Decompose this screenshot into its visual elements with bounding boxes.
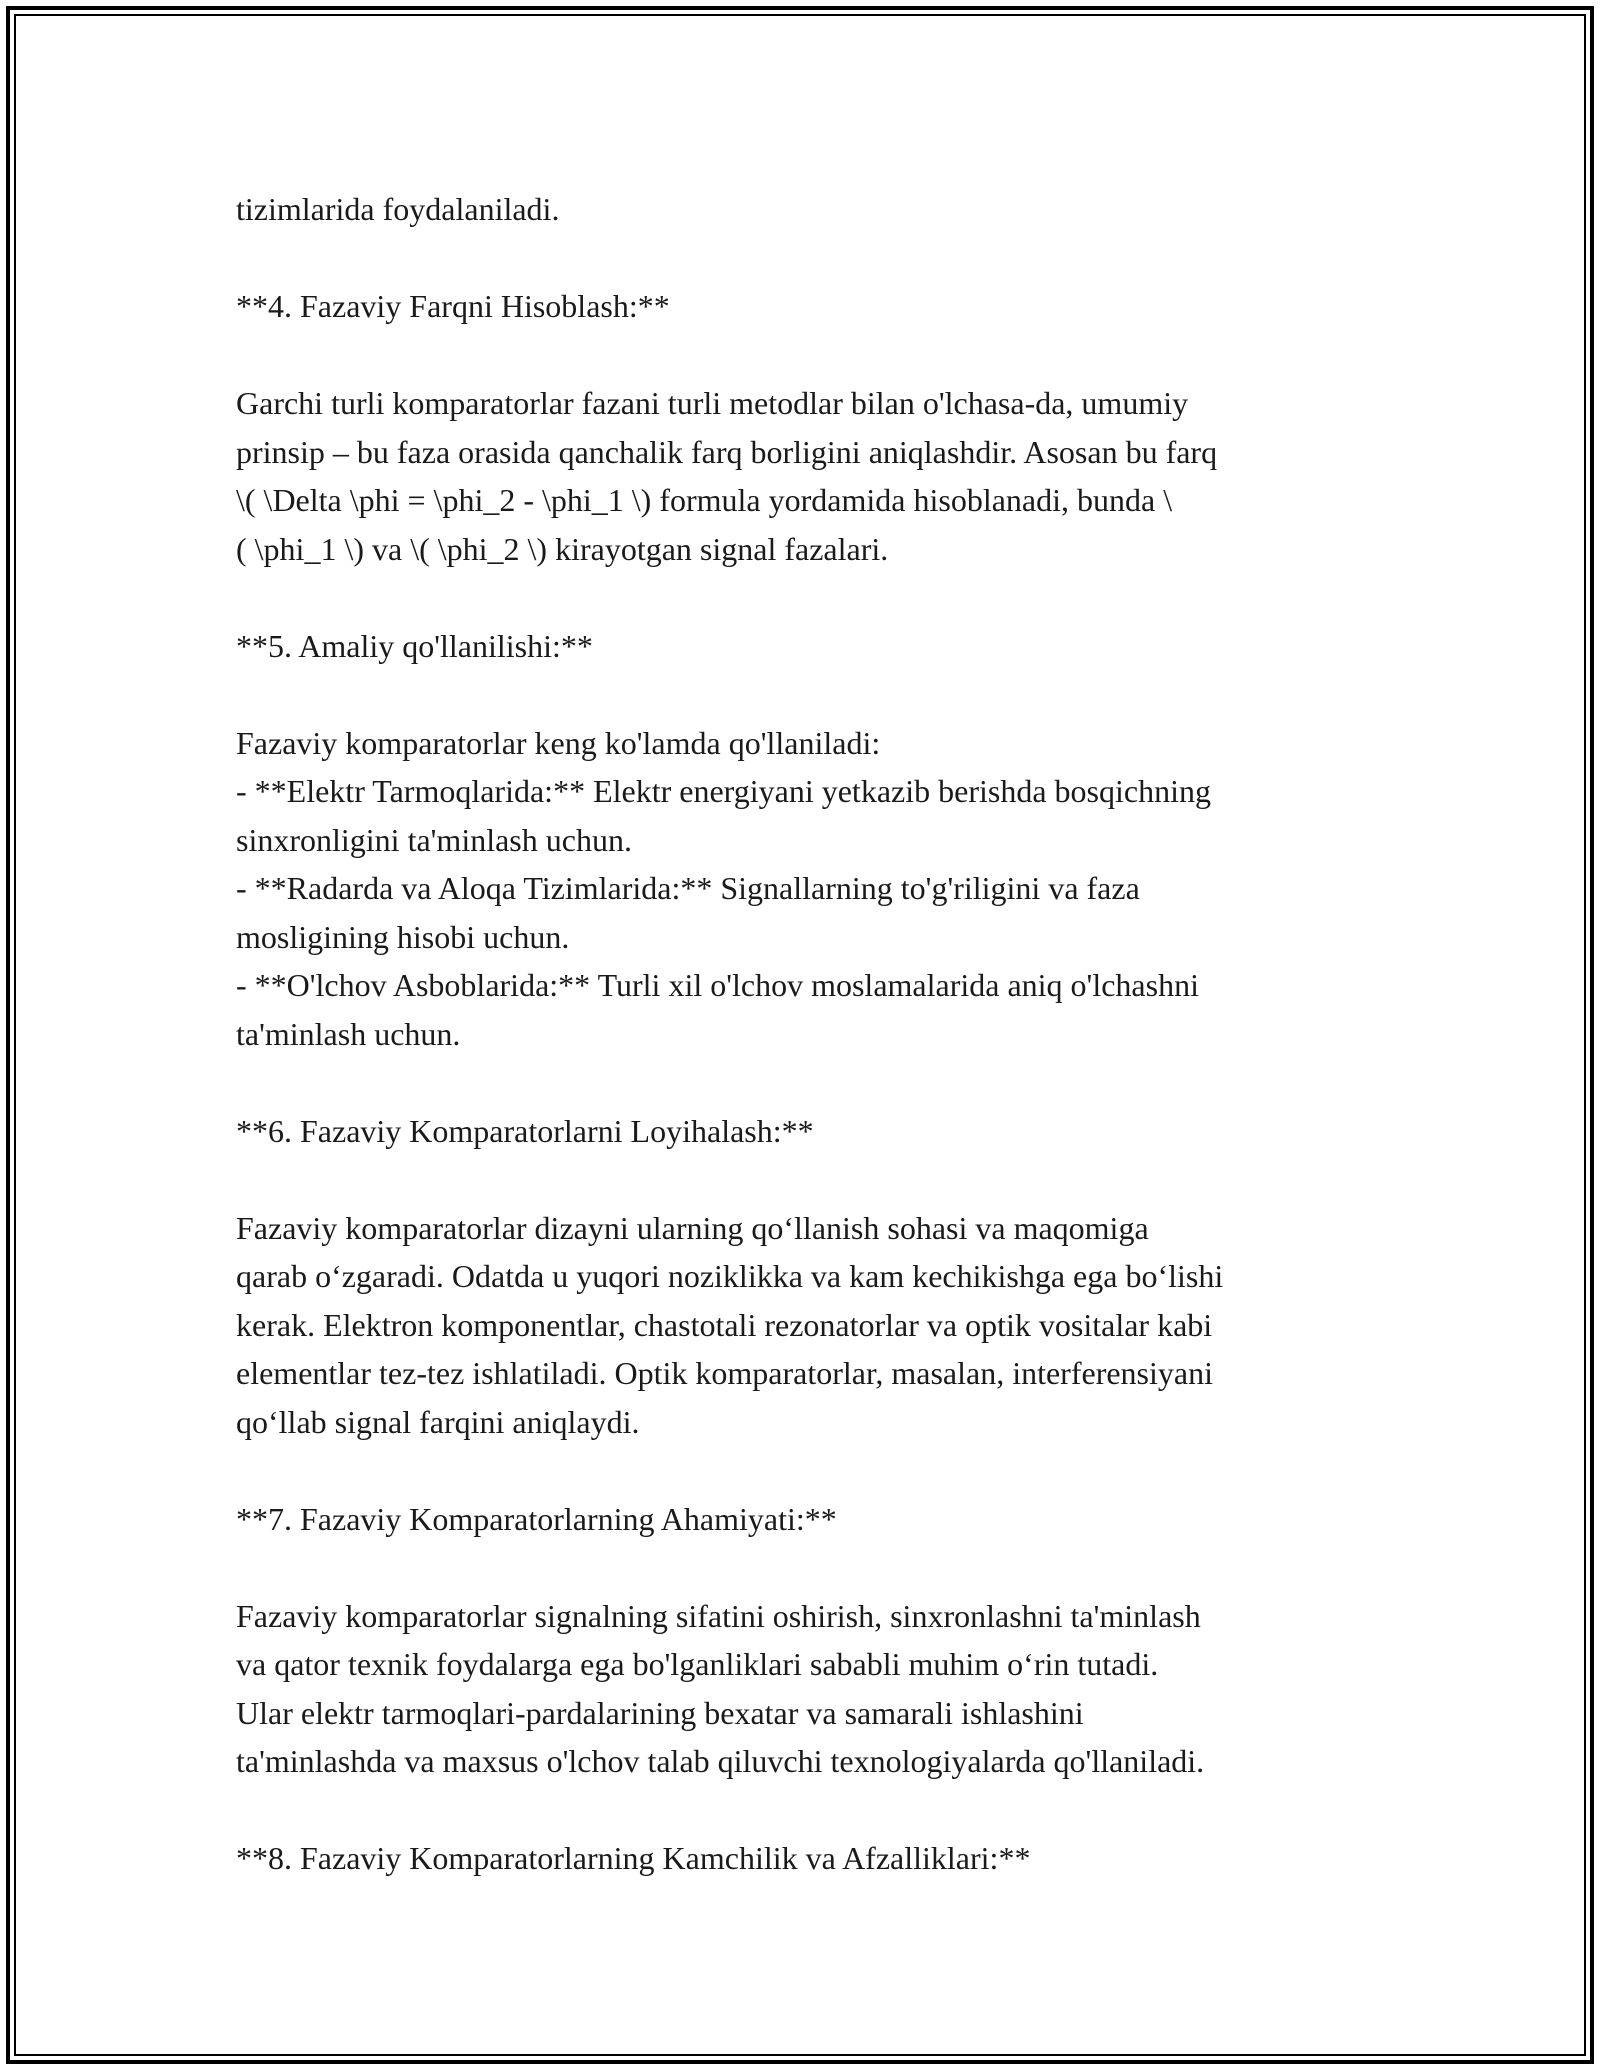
- blank-line: [236, 1786, 1396, 1835]
- section-heading: **7. Fazaviy Komparatorlarning Ahamiyati:**: [236, 1500, 837, 1537]
- text-line: qo‘llab signal farqini aniqlaydi.: [236, 1403, 640, 1440]
- text-line: ta'minlash uchun.: [236, 1015, 461, 1052]
- text-line: va qator texnik foydalarga ega bo'lganliklari sababli muhim o‘rin tutadi.: [236, 1646, 1159, 1682]
- text-line: Fazaviy komparatorlar keng ko'lamda qo'llaniladi:: [236, 724, 881, 761]
- text-line: Garchi turli komparatorlar fazani turli metodlar bilan o'lchasa-da, umumiy: [236, 385, 1189, 421]
- section-heading: **4. Fazaviy Farqni Hisoblash:**: [236, 288, 670, 324]
- text-line: - **Radarda va Aloqa Tizimlarida:** Signallarning to'g'riligini va faza: [236, 870, 1140, 906]
- text-line: - **Elektr Tarmoqlarida:** Elektr energiyani yetkazib berishda bosqichning: [236, 773, 1211, 809]
- blank-line: [236, 1155, 1396, 1204]
- text-line: mosligining hisobi uchun.: [236, 918, 570, 955]
- text-line: \( \Delta \phi = \phi_2 - \phi_1 \) formula yordamida hisoblanadi, bunda \: [236, 482, 1173, 518]
- text-line: Ular elektr tarmoqlari-pardalarining bexatar va samarali ishlashini: [236, 1694, 1084, 1731]
- section-heading: **5. Amaliy qo'llanilishi:**: [236, 627, 593, 664]
- section-heading: **6. Fazaviy Komparatorlarni Loyihalash:**: [236, 1112, 814, 1149]
- blank-line: [236, 670, 1396, 719]
- text-line: tizimlarida foydalaniladi.: [236, 191, 560, 227]
- blank-line: [236, 573, 1396, 622]
- blank-line: [236, 1543, 1396, 1592]
- blank-line: [236, 331, 1396, 380]
- text-line: Fazaviy komparatorlar dizayni ularning qo‘llanish sohasi va maqomiga: [236, 1209, 1149, 1246]
- text-line: ta'minlashda va maxsus o'lchov talab qiluvchi texnologiyalarda qo'llaniladi.: [236, 1743, 1205, 1779]
- text-line: ( \phi_1 \) va \( \phi_2 \) kirayotgan signal fazalari.: [236, 530, 889, 567]
- blank-line: [236, 234, 1396, 283]
- text-line: prinsip – bu faza orasida qanchalik farq borligini aniqlashdir. Asosan bu farq: [236, 433, 1218, 470]
- blank-line: [236, 1058, 1396, 1107]
- text-line: elementlar tez-tez ishlatiladi. Optik komparatorlar, masalan, interferensiyani: [236, 1355, 1213, 1391]
- text-line: sinxronligini ta'minlash uchun.: [236, 821, 632, 858]
- blank-line: [236, 1446, 1396, 1495]
- text-line: - **O'lchov Asboblarida:** Turli xil o'lchov moslamalarida aniq o'lchashni: [236, 967, 1199, 1003]
- text-line: kerak. Elektron komponentlar, chastotali rezonatorlar va optik vositalar kabi: [236, 1306, 1213, 1343]
- section-heading: **8. Fazaviy Komparatorlarning Kamchilik va Afzalliklari:**: [236, 1840, 1031, 1876]
- text-line: qarab o‘zgaradi. Odatda u yuqori noziklikka va kam kechikishga ega bo‘lishi: [236, 1258, 1224, 1294]
- document-body: [236, 185, 1396, 1883]
- text-line: Fazaviy komparatorlar signalning sifatini oshirish, sinxronlashni ta'minlash: [236, 1597, 1201, 1634]
